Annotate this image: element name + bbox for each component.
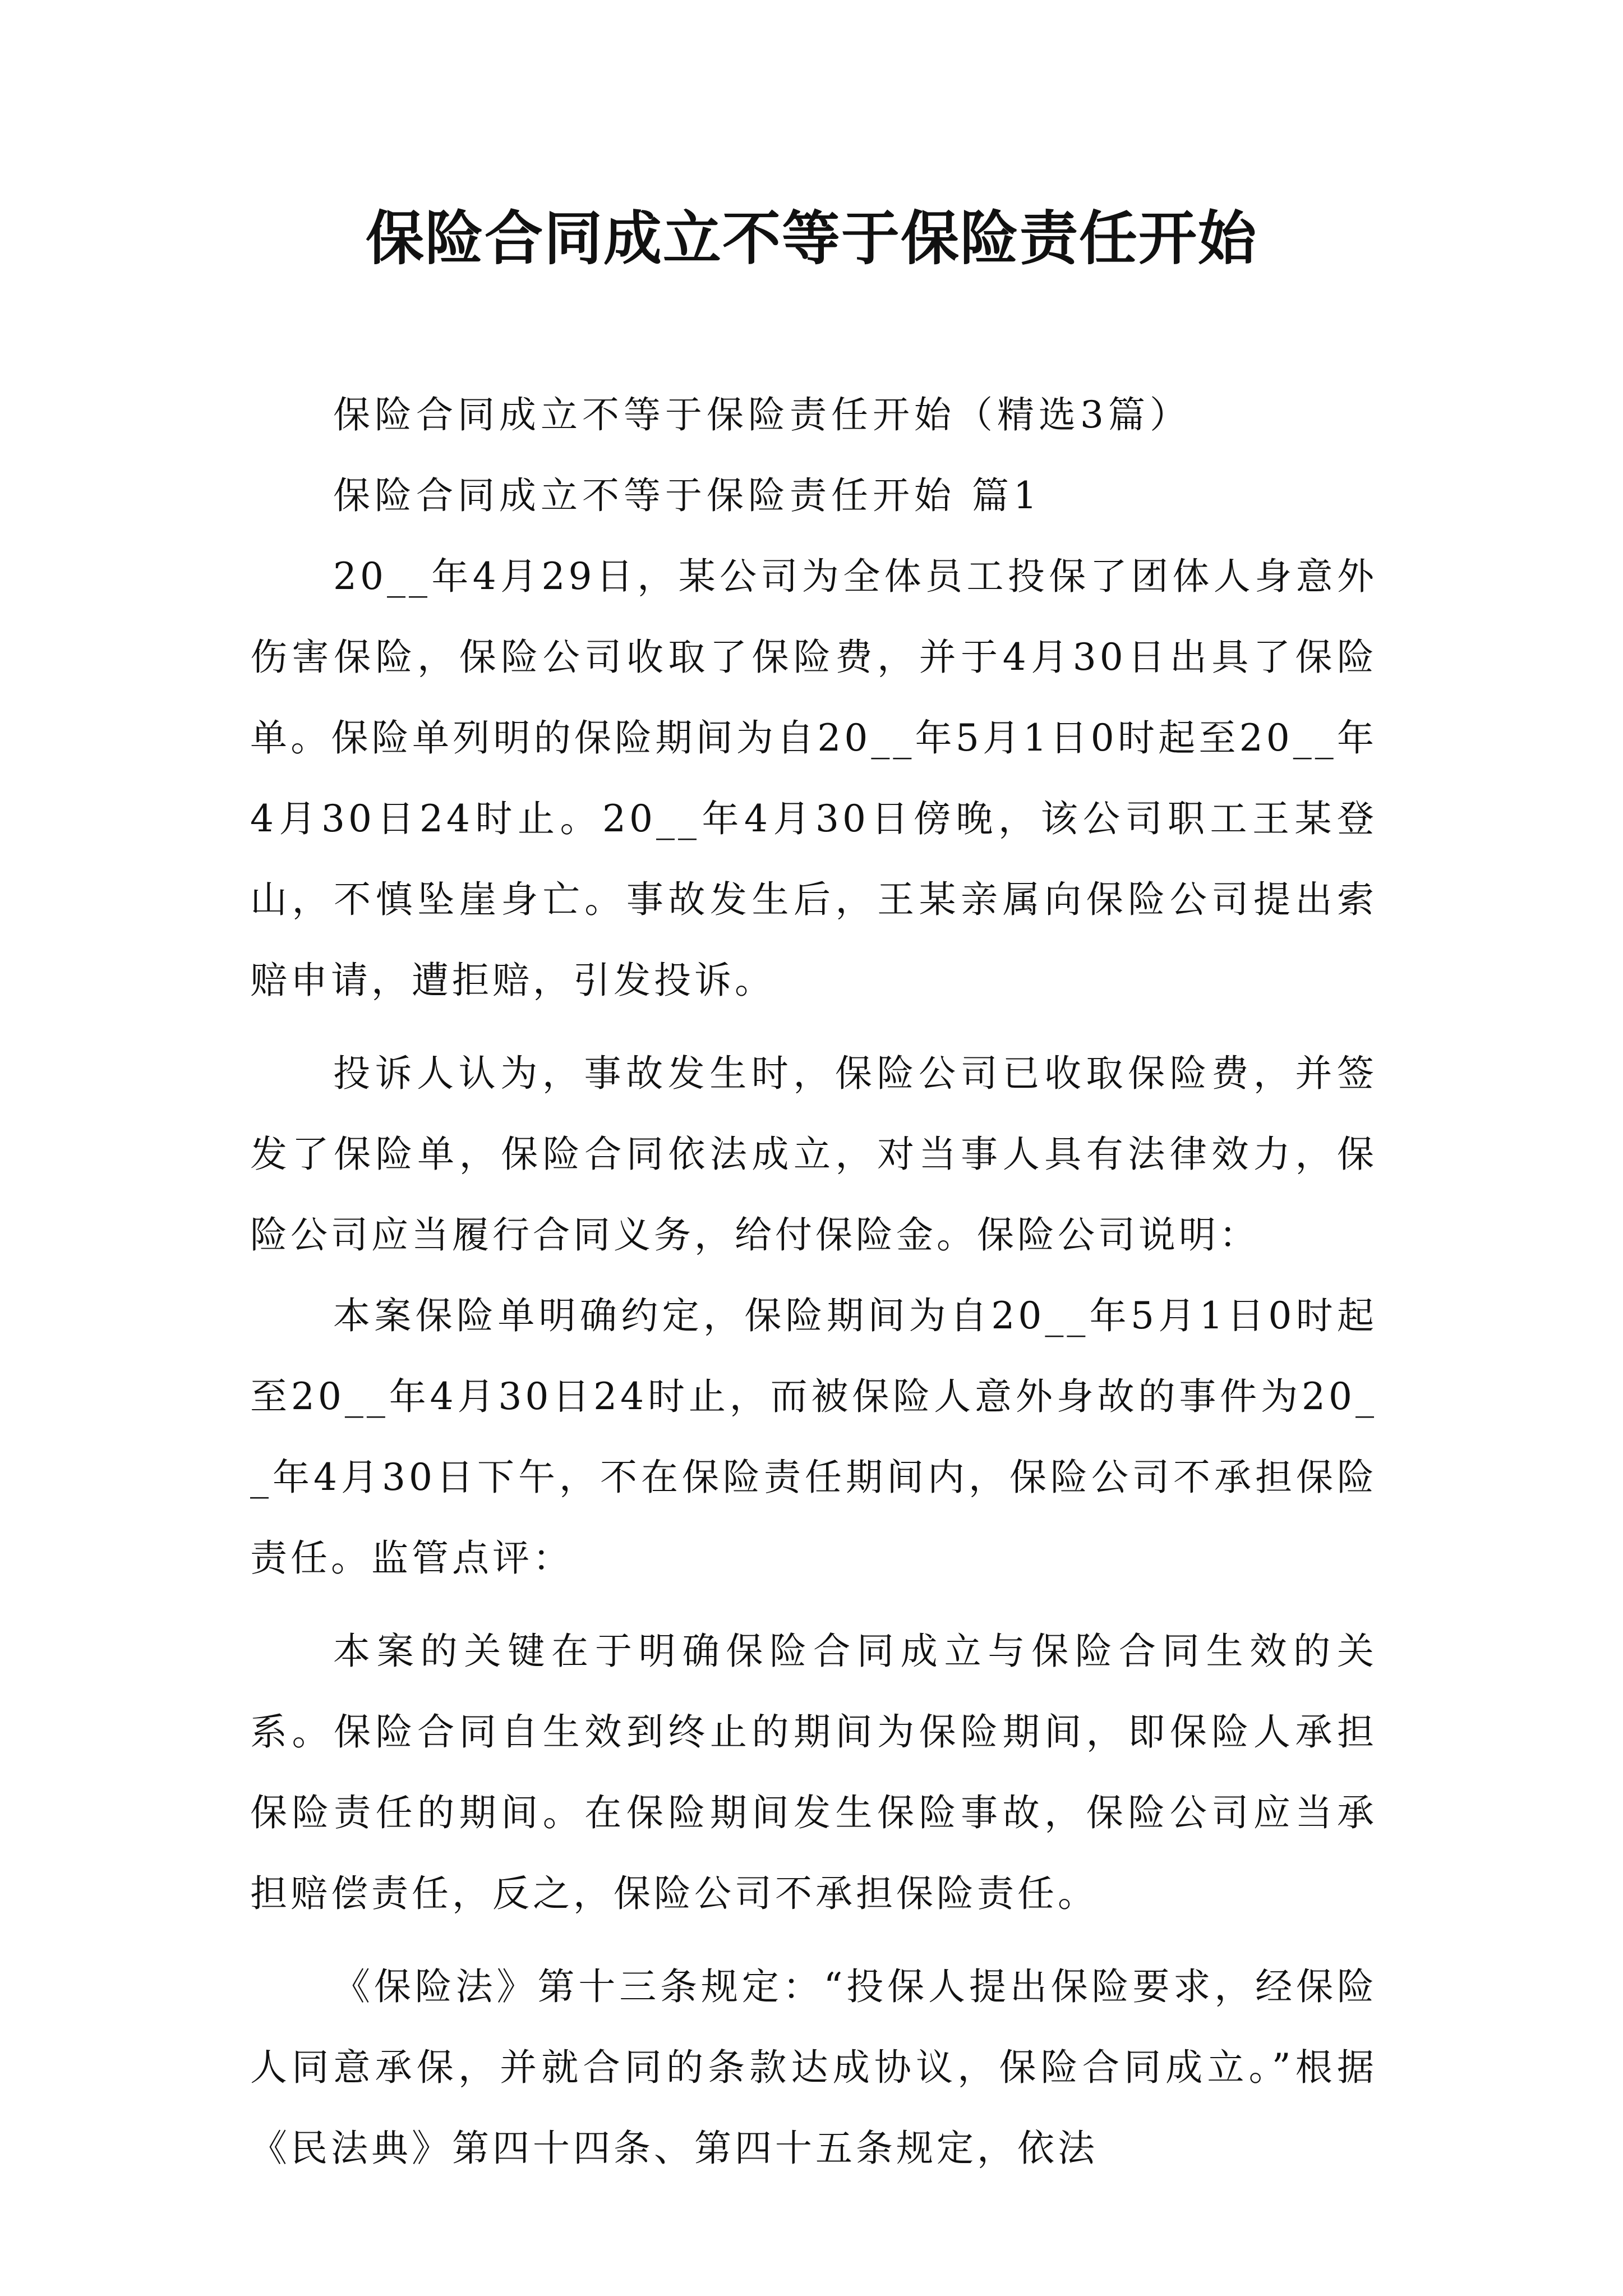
paragraph-insurer-explanation: 本案保险单明确约定，保险期间为自20__年5月1日0时起至20__年4月30日24时止，而被保险人意外身故的事件为20__年4月30日下午，不在保险责任期间内，保险公司不承担保险责任。监管点评：	[250, 1294, 1377, 1580]
document-title: 保险合同成立不等于保险责任开始	[365, 204, 1257, 273]
document-subtitle: 保险合同成立不等于保险责任开始（精选3篇）	[333, 393, 1191, 436]
paragraph-regulator-comment: 本案的关键在于明确保险合同成立与保险合同生效的关系。保险合同自生效到终止的期间为保险期间，即保险人承担保险责任的期间。在保险期间发生保险事故，保险公司应当承担赔偿责任，反之，保险公司不承担保险责任。	[250, 1630, 1377, 1915]
paragraph-case-facts: 20__年4月29日，某公司为全体员工投保了团体人身意外伤害保险，保险公司收取了保险费，并于4月30日出具了保险单。保险单列明的保险期间为自20__年5月1日0时起至20__年4月30日24时止。20__年4月30日傍晚，该公司职工王某登山，不慎坠崖身亡。事故发生后，王某亲属向保险公司提出索赔申请，遭拒赔，引发投诉。	[250, 555, 1377, 1002]
paragraph-complainant: 投诉人认为，事故发生时，保险公司已收取保险费，并签发了保险单，保险合同依法成立，对当事人具有法律效力，保险公司应当履行合同义务，给付保险金。保险公司说明：	[250, 1052, 1377, 1257]
paragraph-law-citation: 《保险法》第十三条规定：“投保人提出保险要求，经保险人同意承保，并就合同的条款达成协议，保险合同成立。”根据《民法典》第四十四条、第四十五条规定，依法	[250, 1965, 1377, 2170]
document-body	[250, 375, 1377, 2189]
section-heading: 保险合同成立不等于保险责任开始 篇1	[333, 474, 1041, 517]
